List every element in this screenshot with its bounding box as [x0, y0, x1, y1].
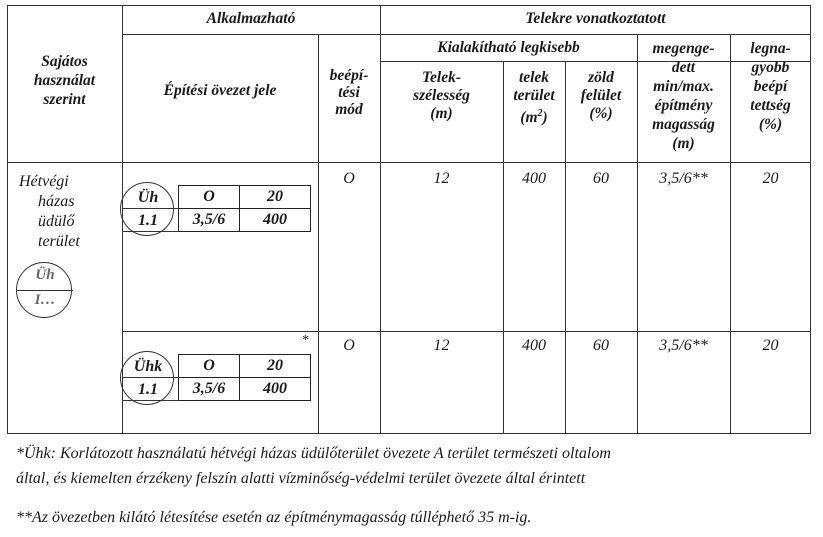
footnote-ovezet: *Ühk: Korlátozott használatú hétvégi házas üdülőterület övezete A terület természeti oltalom által, és kiemelten érzékeny felszín alatti vízminőség-védelmi terület övezete által érintett [16, 445, 611, 487]
header-beepitesi-mod: beépí- tési mód [329, 67, 369, 118]
table-border-top [7, 5, 811, 6]
header-telekszelesseg: Telek- szélesség (m) [413, 69, 470, 122]
cell-telekszelesseg: 12 [433, 337, 450, 354]
header-kialakithato: Kialakítható legkisebb [437, 39, 580, 56]
cell-telekszelesseg: 12 [433, 170, 450, 187]
footnote-kilato: **Az övezetben kilátó létesítése esetén az építménymagasság túlléphető 35 m-ig. [16, 509, 532, 526]
table-border-bottom [7, 433, 811, 434]
header-zold: zöld felület (%) [580, 69, 622, 122]
zone-mod: O [178, 185, 240, 209]
zone-num: 1.1 [138, 212, 158, 229]
header-beepitettseg: legna- gyobb beépí tettség (%) [750, 40, 791, 133]
category-symbol: Üh I… [16, 262, 72, 318]
header-alkalmazhato: Alkalmazható [206, 10, 296, 27]
zone-num: 1.1 [138, 381, 158, 398]
cell-zold: 60 [593, 337, 609, 354]
table-rule [380, 34, 811, 35]
cell-beepitesi-mod: O [343, 337, 355, 354]
table-rule [122, 34, 380, 35]
zone-mod: O [178, 354, 240, 378]
zone-divider [122, 377, 178, 378]
header-telekre: Telekre vonatkoztatott [525, 10, 666, 27]
zone-area: 400 [239, 208, 311, 232]
zone-divider [122, 231, 178, 232]
header-epitesi-ovezet: Építési övezet jele [163, 82, 277, 99]
header-sajatos: Sajátos használat szerint [33, 53, 96, 108]
zone-height: 3,5/6 [178, 377, 240, 401]
table-rule [122, 331, 811, 332]
header-magassag: megenge- dett min/max. építmény magasság (m) [652, 40, 715, 152]
zone-code: Ühk [133, 358, 163, 375]
zone-code: Üh [137, 189, 159, 206]
zone-area: 400 [239, 377, 311, 401]
cell-telekterulet: 400 [522, 337, 546, 354]
zone-divider [122, 400, 178, 401]
cell-magassag: 3,5/6** [659, 170, 708, 187]
cell-beepitettseg: 20 [762, 170, 779, 187]
header-telekterulet: telek terület $(m^2)$ [513, 69, 555, 127]
zone-height: 3,5/6 [178, 208, 240, 232]
cell-beepitesi-mod: O [343, 170, 355, 187]
zone-asterisk: * [301, 333, 309, 348]
table-rule [7, 162, 811, 163]
zone-pct: 20 [239, 185, 311, 209]
cell-telekterulet: 400 [522, 170, 546, 187]
cell-magassag: 3,5/6** [659, 337, 708, 354]
zone-divider [122, 208, 178, 209]
category-label: Hétvégi házas üdülő terület [19, 173, 80, 250]
cell-zold: 60 [593, 170, 609, 187]
zone-pct: 20 [239, 354, 311, 378]
cell-beepitettseg: 20 [762, 337, 779, 354]
